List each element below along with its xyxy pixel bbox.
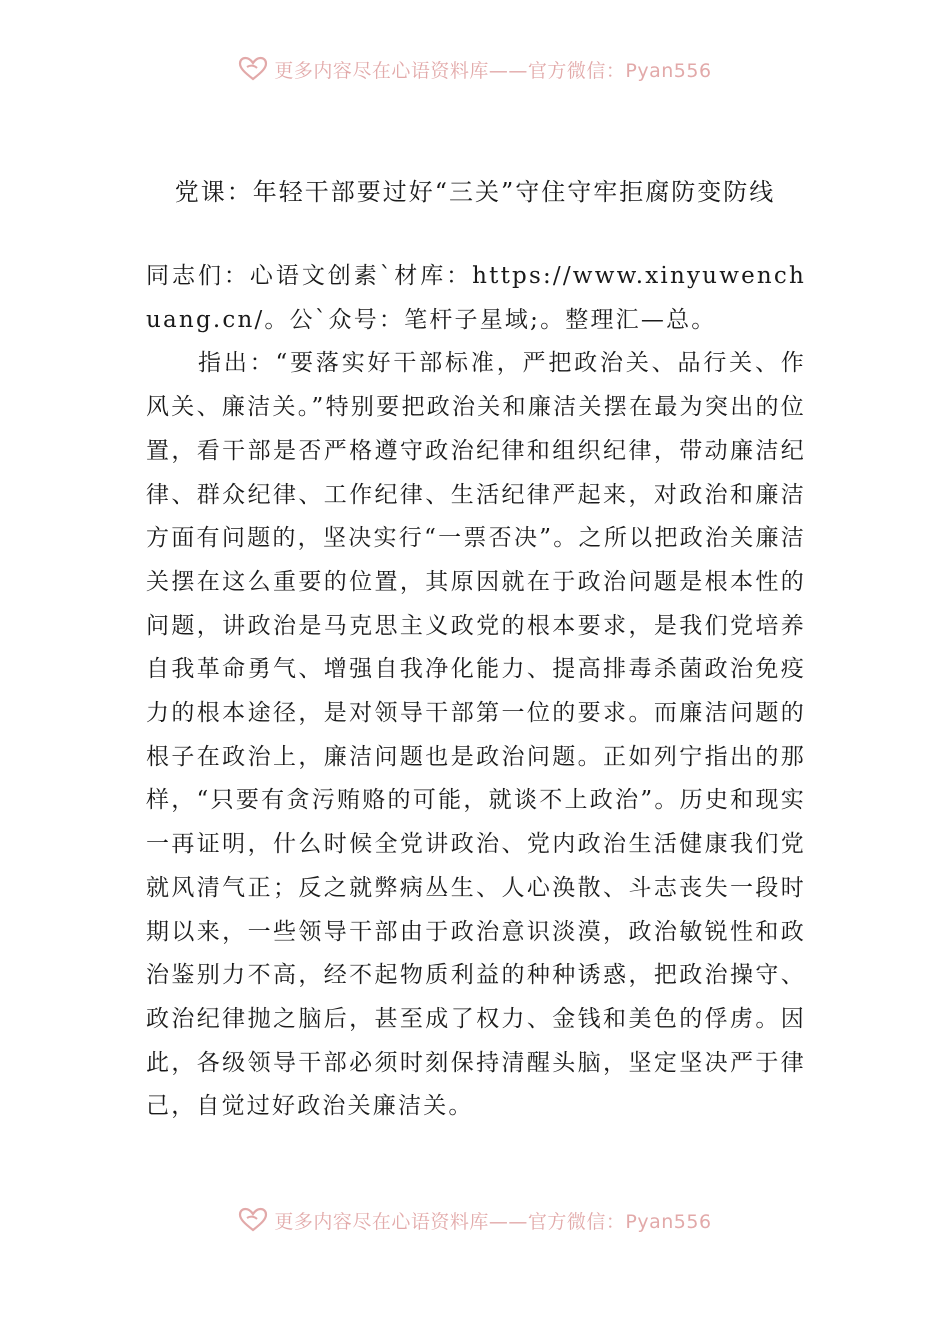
footer-watermark [0, 1205, 950, 1235]
heart-logo-icon [238, 56, 268, 82]
watermark-text: 更多内容尽在心语资料库——官方微信：Pyan556 [274, 1210, 712, 1233]
watermark-text: 更多内容尽在心语资料库——官方微信：Pyan556 [274, 59, 712, 82]
heart-logo-icon [238, 1207, 268, 1233]
body-paragraph: 指出：“要落实好干部标准，严把政治关、品行关、作风关、廉洁关。”特别要把政治关和廉洁关摆在最为突出的位置，看干部是否严格遵守政治纪律和组织纪律，带动廉洁纪律、群众纪律、工作纪律、生活纪律严起来，对政治和廉洁方面有问题的，坚决实行“一票否决”。之所以把政治关廉洁关摆在这么重要的位置，其原因就在于政治问题是根本性的问题，讲政治是马克思主义政党的根本要求，是我们党培养自我革命勇气、增强自我净化能力、提高排毒杀菌政治免疫力的根本途径，是对领导干部第一位的要求。而廉洁问题的根子在政治上，廉洁问题也是政治问题。正如列宁指出的那样，“只要有贪污贿赂的可能，就谈不上政治”。历史和现实一再证明，什么时候全党讲政治、党内政治生活健康我们党就风清气正；反之就弊病丛生、人心涣散、斗志丧失一段时期以来，一些领导干部由于政治意识淡漠，政治敏锐性和政治鉴别力不高，经不起物质利益的种种诱惑，把政治操守、政治纪律抛之脑后，甚至成了权力、金钱和美色的俘虏。因此，各级领导干部必须时刻保持清醒头脑，坚定坚决严于律己，自觉过好政治关廉洁关。 [146, 350, 806, 1120]
document-body [146, 255, 806, 1129]
intro-paragraph: 同志们：心语文创素`材库：https://www.xinyuwenchuang.cn/。公`众号：笔杆子星域;。整理汇—总。 [146, 263, 806, 333]
document-title: 党课：年轻干部要过好“三关”守住守牢拒腐防变防线 [174, 178, 776, 206]
header-watermark [0, 54, 950, 84]
